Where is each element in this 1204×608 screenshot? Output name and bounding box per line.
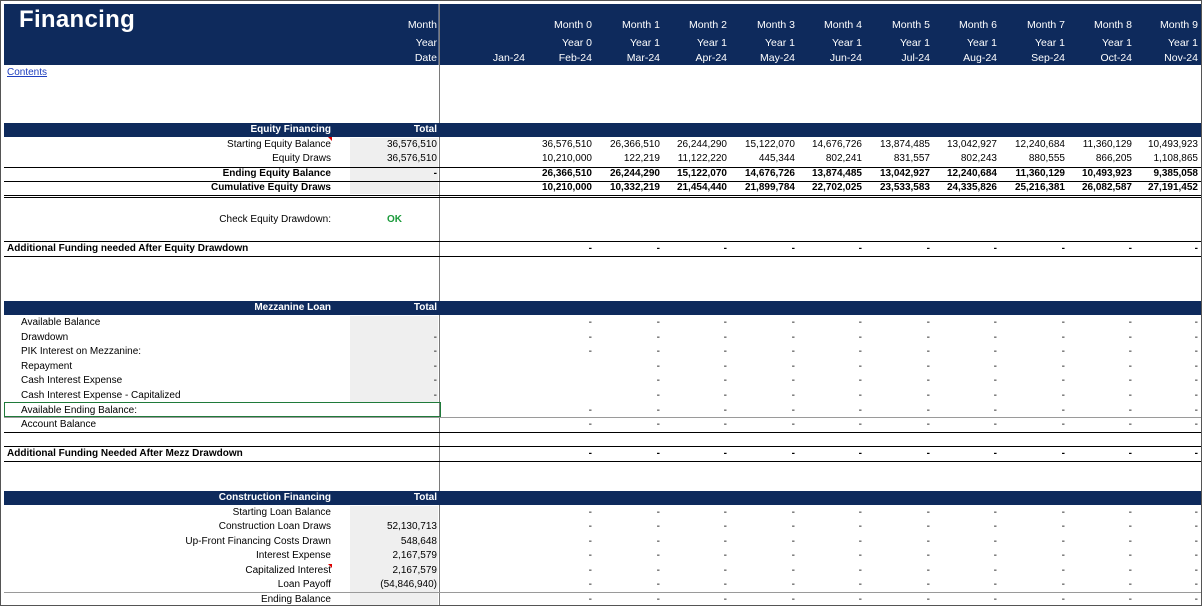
value-cell: 13,042,927 — [946, 139, 997, 150]
additional-equity-label: Additional Funding needed After Equity Drawdown — [7, 243, 249, 254]
value-cell: - — [1194, 390, 1198, 401]
value-cell: - — [1194, 565, 1198, 576]
value-cell: - — [791, 536, 795, 547]
mezz-row-total: - — [433, 332, 437, 343]
value-cell: - — [858, 361, 862, 372]
value-cell: - — [791, 565, 795, 576]
value-cell: - — [588, 332, 592, 343]
mezz-row-label: Cash Interest Expense — [21, 375, 123, 386]
value-cell: - — [723, 579, 727, 590]
value-cell: - — [858, 521, 862, 532]
value-cell: - — [926, 507, 930, 518]
value-cell: - — [791, 594, 795, 605]
value-cell: - — [926, 375, 930, 386]
page-title: Financing — [19, 6, 136, 33]
value-cell: - — [1128, 405, 1132, 416]
mezz-row-label: PIK Interest on Mezzanine: — [21, 346, 142, 357]
value-cell: - — [926, 405, 930, 416]
value-cell: - — [1128, 361, 1132, 372]
value-cell: - — [1128, 375, 1132, 386]
value-cell: - — [858, 507, 862, 518]
value-cell: - — [588, 405, 592, 416]
value-cell: - — [858, 594, 862, 605]
mezz-row-label: Available Ending Balance: — [21, 405, 138, 416]
header-month-cell: Month 8 — [1094, 19, 1132, 31]
value-cell: - — [926, 521, 930, 532]
value-cell: - — [723, 550, 727, 561]
value-cell: 10,493,923 — [1081, 168, 1132, 179]
value-cell: - — [791, 375, 795, 386]
value-cell: - — [588, 565, 592, 576]
value-cell: - — [723, 390, 727, 401]
value-cell: 15,122,070 — [744, 139, 795, 150]
value-cell: - — [791, 550, 795, 561]
equity-check-status: OK — [387, 214, 402, 225]
row-border — [4, 461, 1201, 462]
value-cell: 21,899,784 — [744, 182, 795, 193]
value-cell: - — [1194, 243, 1198, 254]
construction-row-label: Construction Loan Draws — [218, 521, 331, 532]
value-cell: - — [926, 419, 930, 430]
value-cell: - — [1194, 448, 1198, 459]
value-cell: - — [656, 405, 660, 416]
mezz-row-label: Repayment — [21, 361, 73, 372]
value-cell: - — [588, 448, 592, 459]
value-cell: - — [858, 317, 862, 328]
construction-row-label: Loan Payoff — [277, 579, 331, 590]
value-cell: - — [926, 243, 930, 254]
value-cell: - — [723, 536, 727, 547]
value-cell: - — [1128, 550, 1132, 561]
header-year-cell: Year 1 — [697, 37, 727, 49]
equity-row-total: 36,576,510 — [386, 139, 437, 150]
contents-link[interactable]: Contents — [7, 67, 48, 78]
header-row-label: Month — [407, 19, 437, 31]
value-cell: - — [588, 536, 592, 547]
value-cell: - — [1128, 346, 1132, 357]
value-cell: - — [791, 346, 795, 357]
value-cell: - — [656, 448, 660, 459]
value-cell: - — [993, 579, 997, 590]
value-cell: - — [993, 565, 997, 576]
header-date-cell: May-24 — [759, 52, 795, 64]
value-cell: - — [588, 317, 592, 328]
value-cell: - — [588, 419, 592, 430]
value-cell: - — [1061, 317, 1065, 328]
value-cell: - — [858, 448, 862, 459]
header-month-cell: Month 1 — [622, 19, 660, 31]
value-cell: - — [1194, 332, 1198, 343]
value-cell: - — [1128, 390, 1132, 401]
header-date-cell: Oct-24 — [1100, 52, 1132, 64]
value-cell: - — [656, 550, 660, 561]
value-cell: - — [1194, 317, 1198, 328]
value-cell: - — [723, 346, 727, 357]
header-month-cell: Month 3 — [757, 19, 795, 31]
value-cell: - — [858, 405, 862, 416]
value-cell: - — [993, 419, 997, 430]
value-cell: - — [723, 594, 727, 605]
value-cell: - — [858, 332, 862, 343]
value-cell: - — [926, 565, 930, 576]
comment-indicator — [328, 564, 332, 568]
mezz-row-total: - — [433, 361, 437, 372]
value-cell: - — [656, 507, 660, 518]
equity-total-header: Total — [413, 124, 437, 135]
value-cell: - — [656, 243, 660, 254]
value-cell: - — [1128, 243, 1132, 254]
value-cell: - — [1128, 579, 1132, 590]
value-cell: - — [656, 375, 660, 386]
value-cell: - — [993, 521, 997, 532]
value-cell: - — [993, 507, 997, 518]
value-cell: - — [1128, 317, 1132, 328]
value-cell: - — [926, 579, 930, 590]
equity-row-label: Cumulative Equity Draws — [210, 182, 331, 193]
value-cell: 12,240,684 — [1014, 139, 1065, 150]
construction-row-label: Up-Front Financing Costs Drawn — [185, 536, 331, 547]
mezz-row-label: Available Balance — [21, 317, 101, 328]
equity-row-label: Ending Equity Balance — [222, 168, 331, 179]
value-cell: - — [858, 346, 862, 357]
value-cell: 880,555 — [1028, 153, 1065, 164]
value-cell: - — [656, 317, 660, 328]
header-year-cell: Year 1 — [900, 37, 930, 49]
value-cell: 802,241 — [825, 153, 862, 164]
header-month-cell: Month 5 — [892, 19, 930, 31]
value-cell: - — [993, 594, 997, 605]
value-cell: - — [993, 390, 997, 401]
value-cell: - — [1061, 332, 1065, 343]
value-cell: - — [926, 332, 930, 343]
header-date-cell: Nov-24 — [1164, 52, 1198, 64]
value-cell: - — [1061, 390, 1065, 401]
value-cell: - — [1194, 346, 1198, 357]
value-cell: - — [588, 507, 592, 518]
construction-row-total: 2,167,579 — [392, 550, 437, 561]
value-cell: - — [993, 361, 997, 372]
value-cell: - — [1061, 507, 1065, 518]
value-cell: - — [723, 375, 727, 386]
construction-total-header: Total — [413, 492, 437, 503]
value-cell: - — [1061, 346, 1065, 357]
value-cell: - — [993, 317, 997, 328]
value-cell: - — [1128, 448, 1132, 459]
value-cell: - — [656, 565, 660, 576]
value-cell: - — [858, 243, 862, 254]
header-date-cell: Jul-24 — [901, 52, 930, 64]
value-cell: 27,191,452 — [1147, 182, 1198, 193]
value-cell: 10,210,000 — [541, 182, 592, 193]
value-cell: - — [858, 390, 862, 401]
value-cell: - — [723, 405, 727, 416]
value-cell: - — [1061, 536, 1065, 547]
value-cell: 12,240,684 — [946, 168, 997, 179]
value-cell: - — [926, 317, 930, 328]
value-cell: - — [1061, 448, 1065, 459]
value-cell: 26,244,290 — [609, 168, 660, 179]
value-cell: - — [1128, 536, 1132, 547]
value-cell: - — [1128, 594, 1132, 605]
row-border — [4, 241, 1201, 242]
value-cell: - — [656, 346, 660, 357]
header-row-label: Date — [414, 52, 437, 64]
value-cell: 10,210,000 — [541, 153, 592, 164]
value-cell: - — [791, 507, 795, 518]
mezz-row-label: Drawdown — [21, 332, 69, 343]
value-cell: - — [993, 536, 997, 547]
value-cell: - — [993, 550, 997, 561]
value-cell: - — [1061, 405, 1065, 416]
row-border — [4, 195, 1201, 196]
row-border — [4, 256, 1201, 257]
mezz-row-total: - — [433, 346, 437, 357]
value-cell: - — [858, 536, 862, 547]
value-cell: - — [791, 361, 795, 372]
value-cell: 36,576,510 — [541, 139, 592, 150]
value-cell: - — [1128, 332, 1132, 343]
header-year-cell: Year 1 — [765, 37, 795, 49]
equity-title: Equity Financing — [250, 124, 331, 135]
equity-row-total: 36,576,510 — [386, 153, 437, 164]
value-cell: 14,676,726 — [811, 139, 862, 150]
value-cell: 11,360,129 — [1015, 168, 1065, 179]
mezz-title: Mezzanine Loan — [254, 302, 331, 313]
header-month-cell: Month 9 — [1160, 19, 1198, 31]
value-cell: - — [791, 521, 795, 532]
value-cell: 831,557 — [893, 153, 930, 164]
value-cell: - — [858, 375, 862, 386]
equity-check-label: Check Equity Drawdown: — [219, 214, 331, 225]
construction-row-label: Starting Loan Balance — [232, 507, 331, 518]
row-border — [4, 446, 1201, 447]
value-cell: - — [791, 448, 795, 459]
header-year-cell: Year 0 — [562, 37, 592, 49]
value-cell: 11,122,220 — [677, 153, 727, 164]
header-row-label: Year — [415, 37, 437, 49]
value-cell: - — [1194, 521, 1198, 532]
value-cell: 25,216,381 — [1014, 182, 1065, 193]
value-cell: - — [926, 550, 930, 561]
value-cell: 26,082,587 — [1081, 182, 1132, 193]
value-cell: - — [656, 579, 660, 590]
value-cell: - — [588, 521, 592, 532]
value-cell: - — [1061, 550, 1065, 561]
value-cell: - — [858, 550, 862, 561]
value-cell: - — [656, 594, 660, 605]
value-cell: - — [791, 243, 795, 254]
value-cell: - — [723, 448, 727, 459]
value-cell: 13,874,485 — [879, 139, 930, 150]
value-cell: - — [1194, 536, 1198, 547]
construction-row-label: Capitalized Interest — [245, 565, 331, 576]
value-cell: - — [656, 361, 660, 372]
header-year-cell: Year 1 — [832, 37, 862, 49]
value-cell: - — [926, 361, 930, 372]
construction-row-total: 2,167,579 — [392, 565, 437, 576]
value-cell: 866,205 — [1095, 153, 1132, 164]
value-cell: - — [723, 317, 727, 328]
value-cell: - — [1061, 521, 1065, 532]
value-cell: 11,360,129 — [1082, 139, 1132, 150]
value-cell: - — [1061, 579, 1065, 590]
header-date-cell: Jun-24 — [829, 52, 862, 64]
value-cell: - — [993, 332, 997, 343]
value-cell: - — [1061, 243, 1065, 254]
value-cell: - — [1061, 419, 1065, 430]
value-cell: - — [1128, 507, 1132, 518]
value-cell: 14,676,726 — [744, 168, 795, 179]
value-cell: - — [656, 419, 660, 430]
row-border — [4, 417, 1201, 418]
header-month-cell: Month 2 — [689, 19, 727, 31]
construction-title: Construction Financing — [218, 492, 331, 503]
mezz-row-total: - — [433, 375, 437, 386]
value-cell: 13,874,485 — [811, 168, 862, 179]
row-border — [4, 181, 1201, 182]
value-cell: 122,219 — [623, 153, 660, 164]
value-cell: 21,454,440 — [676, 182, 727, 193]
header-year-cell: Year 1 — [967, 37, 997, 49]
value-cell: - — [791, 317, 795, 328]
value-cell: - — [656, 521, 660, 532]
value-cell: - — [993, 243, 997, 254]
header-month-cell: Month 6 — [959, 19, 997, 31]
equity-row-label: Equity Draws — [272, 153, 331, 164]
value-cell: - — [723, 419, 727, 430]
header-date-cell: Sep-24 — [1031, 52, 1065, 64]
value-cell: - — [1194, 579, 1198, 590]
value-cell: - — [1194, 405, 1198, 416]
header-date-cell: Aug-24 — [963, 52, 997, 64]
value-cell: 26,366,510 — [541, 168, 592, 179]
value-cell: - — [723, 565, 727, 576]
additional-mezz-label: Additional Funding Needed After Mezz Drawdown — [7, 448, 243, 459]
value-cell: 802,243 — [960, 153, 997, 164]
value-cell: 9,385,058 — [1153, 168, 1198, 179]
construction-row-total: 548,648 — [400, 536, 437, 547]
value-cell: - — [1061, 361, 1065, 372]
value-cell: - — [588, 579, 592, 590]
value-cell: - — [791, 579, 795, 590]
header-year-cell: Year 1 — [1102, 37, 1132, 49]
value-cell: - — [656, 536, 660, 547]
header-date-cell: Feb-24 — [558, 52, 592, 64]
value-cell: - — [926, 346, 930, 357]
header-month-cell: Month 4 — [824, 19, 862, 31]
value-cell: - — [791, 390, 795, 401]
selected-cell — [4, 402, 441, 417]
value-cell: 1,108,865 — [1153, 153, 1198, 164]
value-cell: - — [723, 361, 727, 372]
equity-row-total: - — [433, 168, 437, 179]
value-cell: - — [1061, 594, 1065, 605]
mezz-row-label: Account Balance — [21, 419, 97, 430]
row-border — [4, 197, 1201, 198]
header-date-cell: Mar-24 — [626, 52, 660, 64]
value-cell: - — [723, 521, 727, 532]
value-cell: - — [723, 507, 727, 518]
header-month-cell: Month 0 — [554, 19, 592, 31]
value-cell: - — [588, 346, 592, 357]
value-cell: - — [723, 243, 727, 254]
value-cell: - — [993, 448, 997, 459]
value-cell: 26,366,510 — [609, 139, 660, 150]
header-month-cell: Month 7 — [1027, 19, 1065, 31]
value-cell: 22,702,025 — [811, 182, 862, 193]
header-year-cell: Year 1 — [630, 37, 660, 49]
value-cell: - — [588, 594, 592, 605]
value-cell: 10,332,219 — [609, 182, 660, 193]
value-cell: - — [858, 579, 862, 590]
value-cell: - — [791, 419, 795, 430]
value-cell: - — [588, 243, 592, 254]
value-cell: - — [926, 390, 930, 401]
value-cell: - — [1128, 521, 1132, 532]
construction-row-total: 52,130,713 — [386, 521, 437, 532]
value-cell: - — [656, 332, 660, 343]
value-cell: - — [926, 448, 930, 459]
value-cell: - — [588, 550, 592, 561]
value-cell: 24,335,826 — [946, 182, 997, 193]
header-year-cell: Year 1 — [1168, 37, 1198, 49]
value-cell: - — [1194, 507, 1198, 518]
value-cell: - — [723, 332, 727, 343]
value-cell: - — [791, 332, 795, 343]
value-cell: - — [1128, 565, 1132, 576]
row-border — [4, 432, 1201, 433]
value-cell: - — [1061, 375, 1065, 386]
value-cell: - — [656, 390, 660, 401]
value-cell: 23,533,583 — [879, 182, 930, 193]
value-cell: 10,493,923 — [1147, 139, 1198, 150]
mezz-row-total: - — [433, 390, 437, 401]
value-cell: - — [1194, 594, 1198, 605]
value-cell: 15,122,070 — [676, 168, 727, 179]
value-cell: - — [858, 565, 862, 576]
value-cell: - — [1128, 419, 1132, 430]
construction-row-label: Interest Expense — [255, 550, 331, 561]
construction-row-total: (54,846,940) — [380, 579, 437, 590]
mezz-total-header: Total — [413, 302, 437, 313]
mezz-row-label: Cash Interest Expense - Capitalized — [21, 390, 181, 401]
header-date-cell: Jan-24 — [492, 52, 525, 64]
row-border — [4, 167, 1201, 168]
value-cell: - — [926, 594, 930, 605]
value-cell: - — [1194, 550, 1198, 561]
value-cell: - — [1194, 361, 1198, 372]
value-cell: - — [1194, 419, 1198, 430]
row-border — [4, 592, 1201, 593]
construction-row-label: Ending Balance — [260, 594, 331, 605]
value-cell: - — [993, 375, 997, 386]
value-cell: 26,244,290 — [676, 139, 727, 150]
value-cell: 13,042,927 — [879, 168, 930, 179]
value-cell: - — [926, 536, 930, 547]
header-date-cell: Apr-24 — [695, 52, 727, 64]
value-cell: 445,344 — [758, 153, 795, 164]
value-cell: - — [993, 405, 997, 416]
value-cell: - — [993, 346, 997, 357]
value-cell: - — [1194, 375, 1198, 386]
value-cell: - — [858, 419, 862, 430]
equity-row-label: Starting Equity Balance — [227, 139, 331, 150]
header-year-cell: Year 1 — [1035, 37, 1065, 49]
value-cell: - — [1061, 565, 1065, 576]
value-cell: - — [791, 405, 795, 416]
